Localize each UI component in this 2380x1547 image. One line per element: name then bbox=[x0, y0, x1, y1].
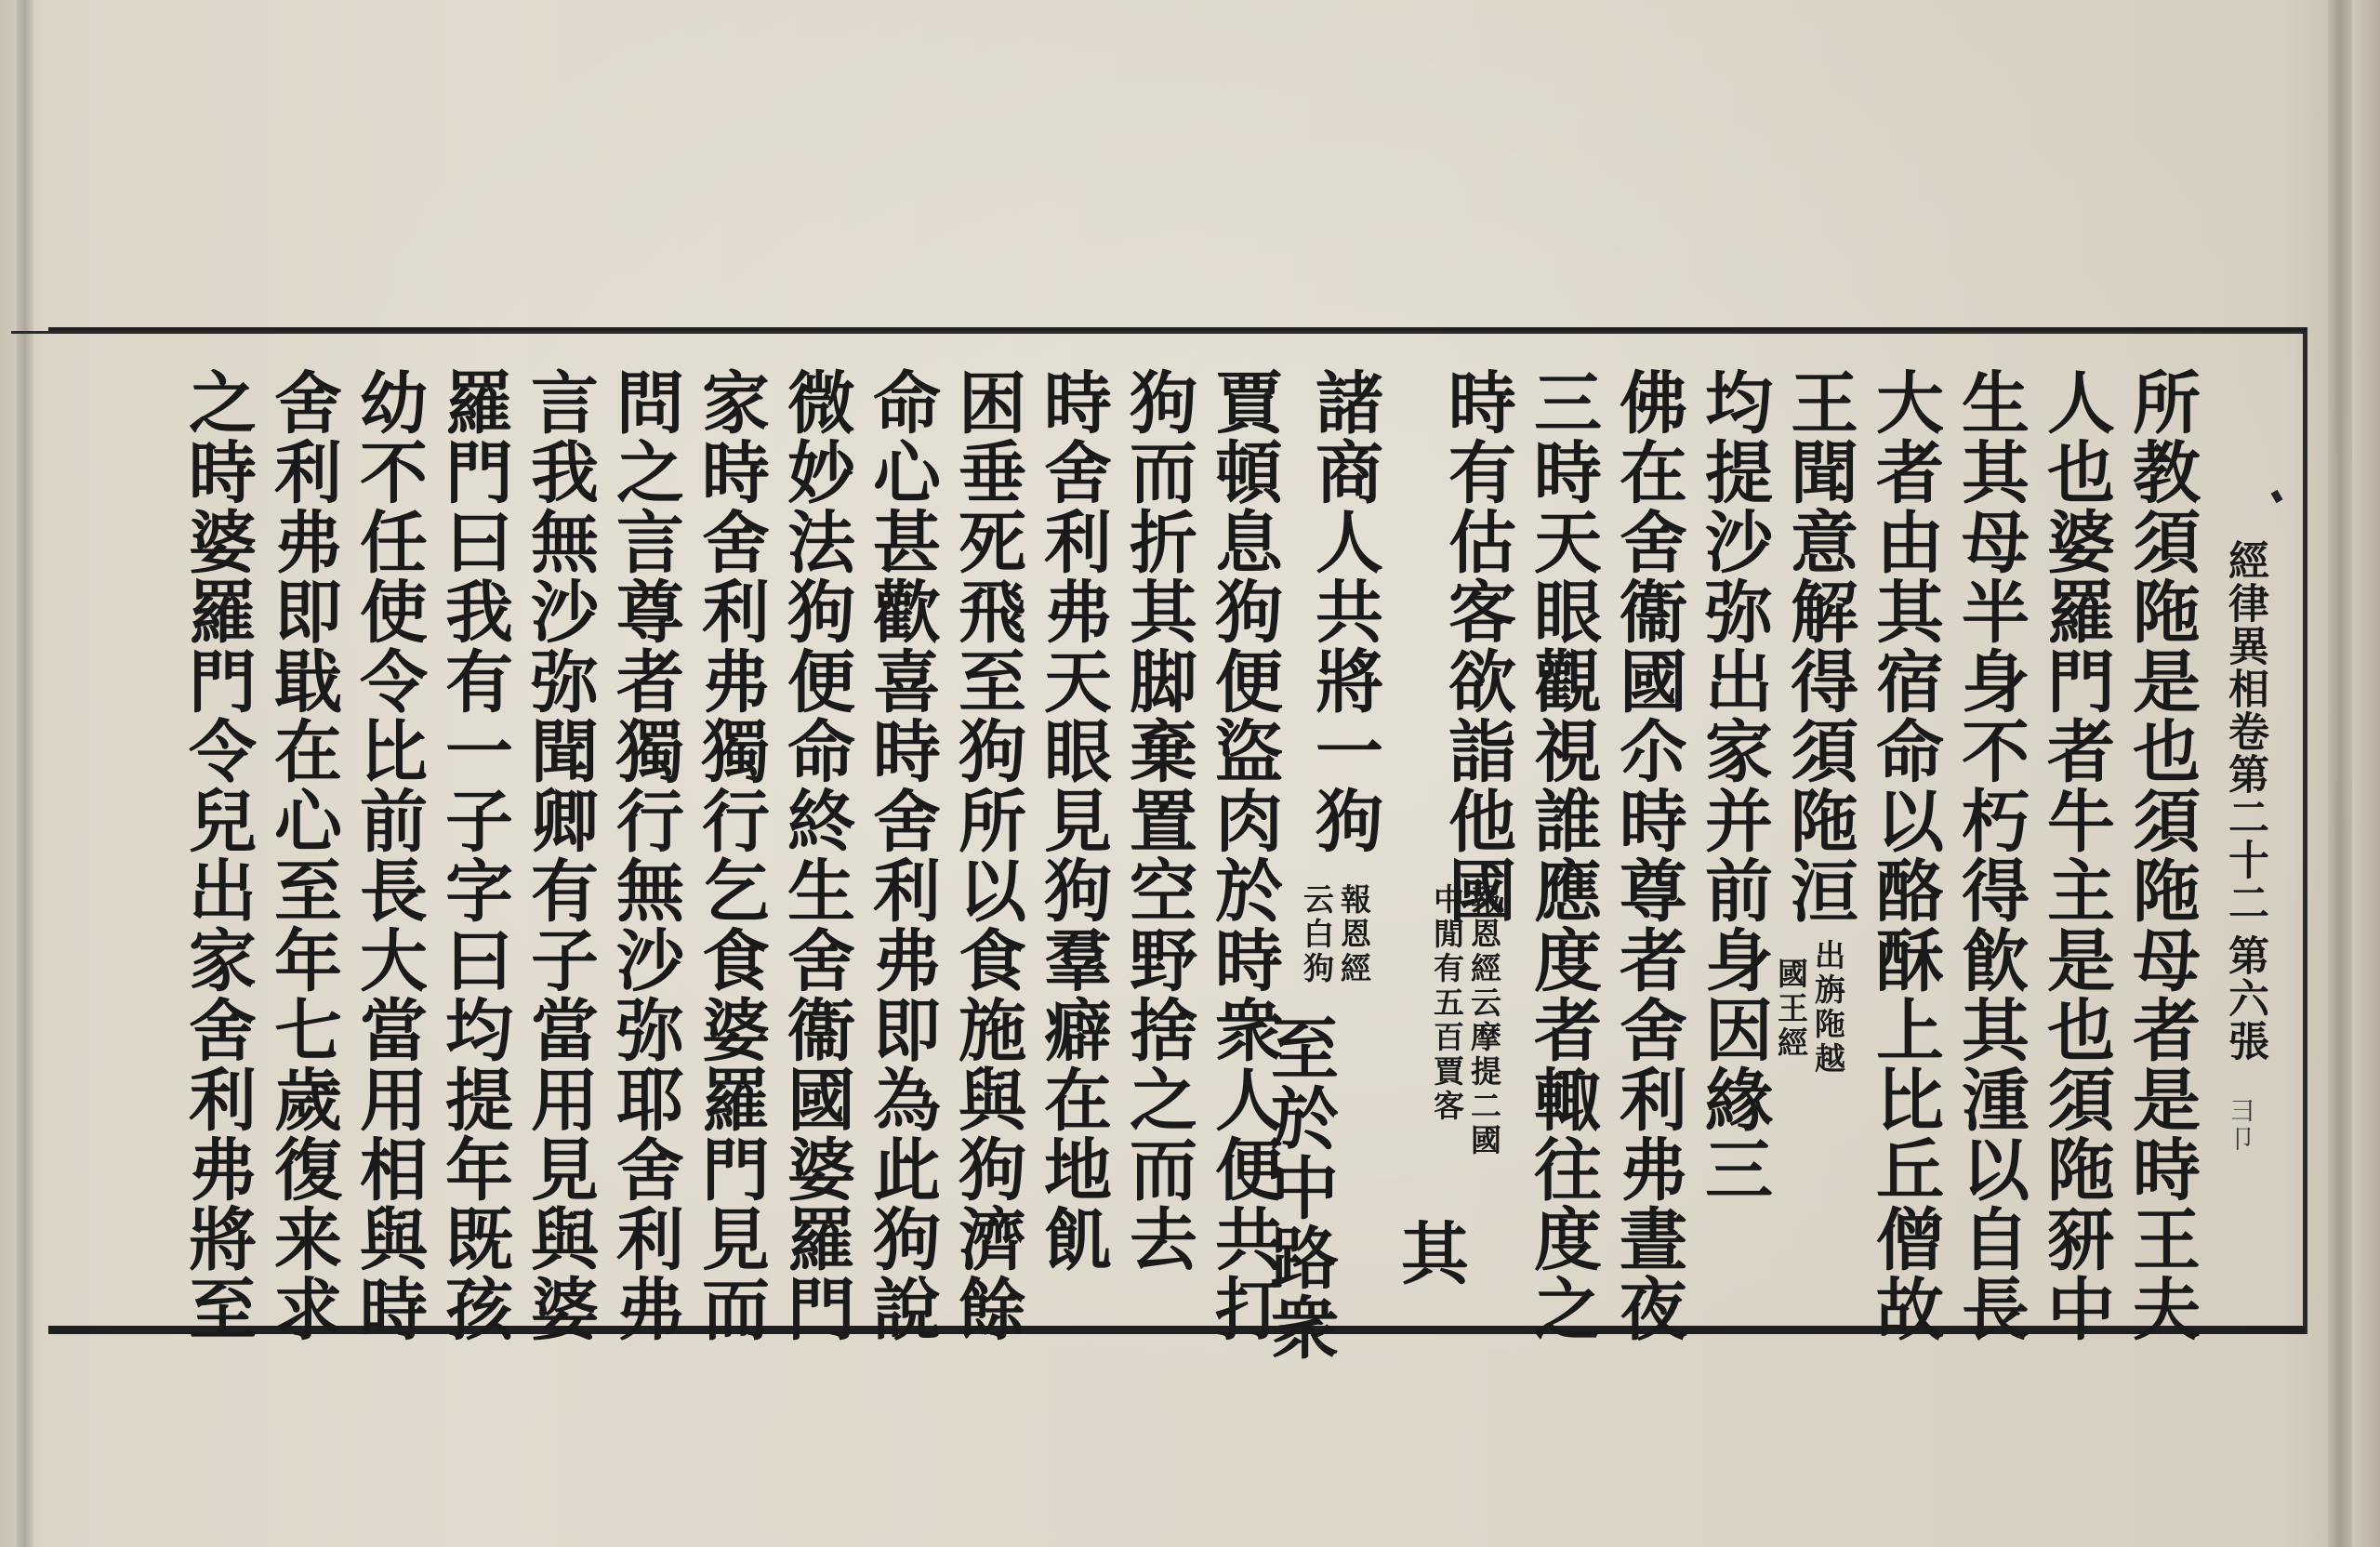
text-column-23: 之時婆羅門令兒出家舍利弗將至 bbox=[177, 367, 257, 1343]
page-edge-right bbox=[2352, 0, 2380, 1547]
text-column-7: 佛在舍衞國尒時尊者舍利弗晝夜 bbox=[1607, 367, 1687, 1343]
header-volume: 卷第二十二 bbox=[2221, 710, 2268, 924]
text-column-21: 幼不任使令比前長大當用相與時 bbox=[348, 367, 428, 1343]
header-column bbox=[2221, 539, 2268, 924]
header-page: 第六張 bbox=[2221, 934, 2268, 1063]
note-column-9a: 報恩經云摩提二國 bbox=[1466, 883, 1502, 1158]
note-column-10a: 報恩經 bbox=[1336, 883, 1372, 986]
text-column-9: 時有估客欲詣他國 bbox=[1436, 367, 1516, 925]
text-column-5: 王聞意解得須陁洹 bbox=[1778, 367, 1858, 925]
text-column-11: 賈頓息狗便盜肉於時衆人便共打 bbox=[1203, 367, 1283, 1343]
note-column-5b: 國王經 bbox=[1773, 958, 1809, 1061]
text-column-19: 言我無沙弥聞卿有子當用見與婆 bbox=[519, 367, 599, 1343]
note-column-9b: 中閒有五百賈客 bbox=[1429, 883, 1465, 1124]
text-column-13: 時舍利弗天眼見狗羣癖在地飢 bbox=[1032, 367, 1112, 1274]
text-column-12: 狗而折其脚棄置空野捨之而去 bbox=[1117, 367, 1197, 1274]
leaf-mark: ⺕⼙ bbox=[2226, 1097, 2256, 1153]
text-column-1: 所教須陁是也須陁母者是時王夫 bbox=[2121, 367, 2201, 1343]
text-column-3: 生其母半身不朽得飮其湩以自長 bbox=[1950, 367, 2030, 1343]
text-column-6: 均提沙弥出家并前身因緣三 bbox=[1693, 367, 1773, 1204]
note-column-10b: 云白狗 bbox=[1299, 883, 1335, 986]
text-column-8: 三時天眼觀視誰應度者輙往度之 bbox=[1522, 367, 1602, 1343]
text-column-10-end: 至於中路衆 bbox=[1259, 1013, 1339, 1362]
text-column-9-end: 其 bbox=[1389, 1218, 1469, 1288]
text-column-17: 家時舍利弗獨行乞食婆羅門見而 bbox=[690, 367, 770, 1343]
note-column-5a: 出旃陁越 bbox=[1810, 939, 1846, 1077]
text-column-10: 諸商人共將一狗 bbox=[1303, 367, 1383, 855]
header-title: 經律異相 bbox=[2221, 539, 2268, 710]
binding-fold-left bbox=[17, 0, 33, 1547]
text-column-18: 問之言尊者獨行無沙弥耶舍利弗 bbox=[604, 367, 684, 1343]
binding-fold-right bbox=[2328, 0, 2352, 1547]
text-column-16: 微妙法狗便命終生舍衞國婆羅門 bbox=[775, 367, 855, 1343]
text-column-4: 大者由其宿命以酪酥上比丘僧故 bbox=[1864, 367, 1944, 1343]
text-column-14: 困垂死飛至狗所以食施與狗濟餘 bbox=[946, 367, 1026, 1343]
text-column-2: 人也婆羅門者牛主是也須陁豜中 bbox=[2035, 367, 2115, 1343]
text-column-15: 命心甚歡喜時舍利弗即為此狗說 bbox=[861, 367, 941, 1343]
text-column-22: 舍利弗即戢在心至年七歲復来求 bbox=[262, 367, 342, 1343]
text-column-20: 羅門曰我有一子字曰均提年既孩 bbox=[433, 367, 513, 1343]
